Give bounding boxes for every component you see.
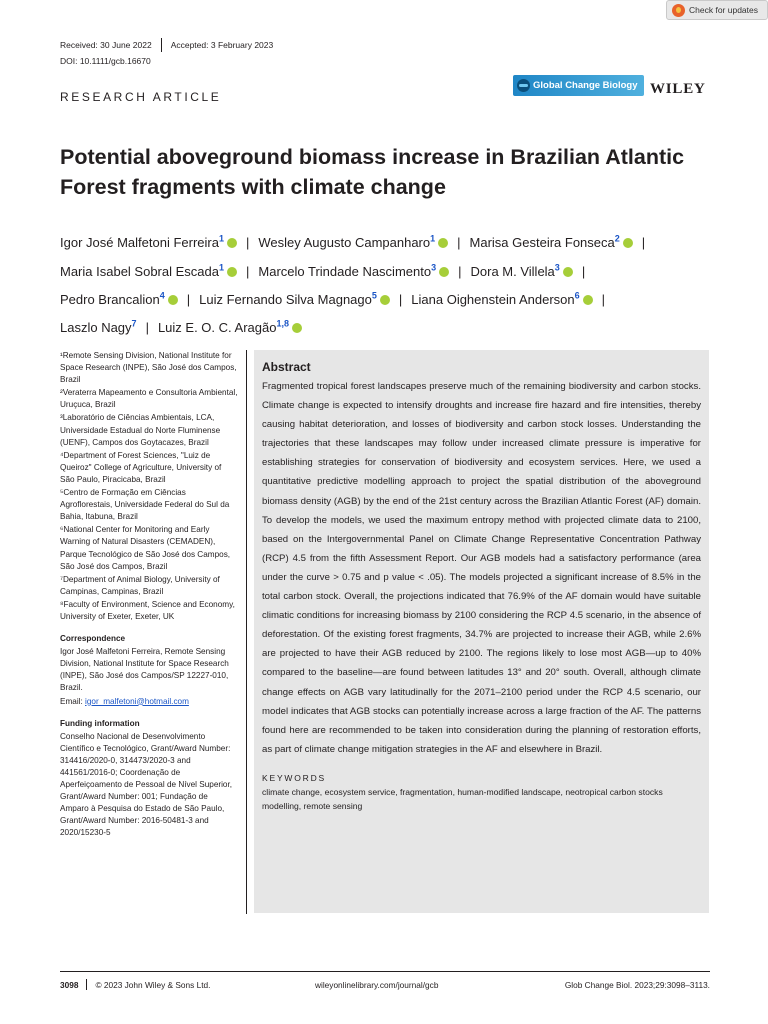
author[interactable]: Luiz Fernando Silva Magnago$^5$	[199, 292, 390, 307]
author[interactable]: Marisa Gesteira Fonseca$^2$	[470, 235, 633, 250]
abstract-heading: Abstract	[262, 360, 311, 374]
author[interactable]: Marcelo Trindade Nascimento$^3$	[258, 264, 449, 279]
journal-name: Global Change Biology	[533, 80, 638, 91]
journal-logo[interactable]	[513, 75, 644, 96]
affiliation: ⁶National Center for Monitoring and Early Warning of Natural Disasters (CEMADEN), Parque Tecnológico de São José dos Campos, São José dos Campos, Brazil	[60, 525, 231, 571]
author[interactable]: Pedro Brancalion$^4$	[60, 292, 178, 307]
author[interactable]: Igor José Malfetoni Ferreira$^1$	[60, 235, 237, 250]
author[interactable]: Dora M. Villela$^3$	[471, 264, 573, 279]
keywords-text: climate change, ecosystem service, fragmentation, human-modified landscape, neotropical carbon stocks modelling, remote sensing	[262, 786, 663, 811]
orcid-icon[interactable]	[583, 295, 593, 305]
article-title: Potential aboveground biomass increase in Brazilian Atlantic Forest fragments with climate change	[60, 145, 685, 199]
article-dates	[60, 38, 273, 52]
orcid-icon[interactable]	[168, 295, 178, 305]
divider	[86, 979, 87, 990]
crossmark-icon	[672, 4, 685, 17]
column-divider	[246, 350, 247, 914]
publisher-logo[interactable]: WILEY	[650, 81, 706, 97]
abstract-box	[254, 350, 709, 913]
section-label: RESEARCH ARTICLE	[60, 90, 222, 104]
page-footer	[60, 979, 710, 990]
citation: Glob Change Biol. 2023;29:3098–3113.	[564, 979, 710, 990]
funding-text: Conselho Nacional de Desenvolvimento Científico e Tecnológico, Grant/Award Number: 314416/2020-0, 314473/2020-3 and 441561/2016-0; Coordenação de Aperfeiçoamento de Pessoal de Nível Superior, Grant/Award Number: 001; Fundação de Amparo à Pesquisa do Estado de São Paulo, Grant/Award Number: 2016-50481-3 and 2020/15230-5	[60, 731, 233, 838]
orcid-icon[interactable]	[623, 238, 633, 248]
accepted-date: Accepted: 3 February 2023	[170, 40, 274, 50]
check-for-updates-badge[interactable]	[666, 0, 768, 20]
globe-icon	[517, 79, 530, 92]
funding-heading: Funding information	[60, 718, 140, 728]
orcid-icon[interactable]	[563, 267, 573, 277]
author[interactable]: Luiz E. O. C. Aragão$^{1,8}$	[158, 320, 302, 335]
correspondence-heading: Correspondence	[60, 634, 126, 644]
author[interactable]: Laszlo Nagy$^7$	[60, 318, 137, 336]
journal-url[interactable]: wileyonlinelibrary.com/journal/gcb	[315, 979, 439, 990]
footer-rule	[60, 971, 710, 972]
author[interactable]: Wesley Augusto Campanharo$^1$	[258, 235, 448, 250]
affiliation: ⁵Centro de Formação em Ciências Agroflorestais, Universidade Federal do Sul da Bahia, Itabuna, Brazil	[60, 488, 230, 522]
correspondence-email: Email: igor_malfetoni@hotmail.com	[60, 696, 189, 706]
affiliation: ²Veraterra Mapeamento e Consultoria Ambiental, Uruçuca, Brazil	[60, 388, 238, 410]
copyright: © 2023 John Wiley & Sons Ltd.	[95, 979, 211, 990]
orcid-icon[interactable]	[227, 267, 237, 277]
affiliation: ⁷Department of Animal Biology, University of Campinas, Campinas, Brazil	[60, 574, 220, 596]
keywords-heading: KEYWORDS	[262, 772, 326, 783]
abstract-text: Fragmented tropical forest landscapes preserve much of the remaining biodiversity and carbon stocks. Climate change is expected to intensify droughts and increase fire hazard and fire intensities, thereby causing habitat deterioration, and losses of biodiversity and carbon stock losses. Understanding the trajectories that these landscapes may follow under increased climate pressure is imperative for establishing strategies for conservation of biodiversity and ecosystem services. Here, we used a quantitative predictive modelling approach to project the spatial distribution of the aboveground biomass density (AGB) by the end of the 21st century across the Brazilian Atlantic Forest (AF) domain. To develop the models, we used the maximum entropy method with projected climate data to 2100, based on the Intergovernmental Panel on Climate Change Representative Concentration Pathway (RCP) 4.5 from the fifth Assessment Report. Our AGB models had a satisfactory performance (area under the curve > 0.75 and p value < .05). The models projected a significant increase of 8.5% in the total carbon stock. Overall, the projections indicated that 76.9% of the AF domain would have suitable climatic conditions for increasing biomass by 2100 considering the RCP 4.5 scenario, in the absence of deforestation. Of the existing forest fragments, 34.7% are projected to increase their AGB, while 2.6% are projected to have their AGB reduced by 2100. The regions likely to lose most AGB—up to 40% compared to the baseline—are found between latitudes 13° and 20° south. Overall, although climate change effects on AGB vary latitudinally for the 2071–2100 period under the RCP 4.5 scenario, our model indicates that AGB stocks can potentially increase across a large fraction of the AF. The patterns found here are recommended to be taken into consideration during the planning of restoration efforts, as part of climate change mitigation strategies in the AF and elsewhere in Brazil.	[262, 381, 701, 755]
affiliation: ¹Remote Sensing Division, National Institute for Space Research (INPE), São José dos Campos, Brazil	[60, 351, 237, 385]
email-link[interactable]: igor_malfetoni@hotmail.com	[85, 696, 189, 706]
affiliations-column	[60, 350, 238, 841]
orcid-icon[interactable]	[380, 295, 390, 305]
author-list: Igor José Malfetoni Ferreira$^1$ | Wesley Augusto Campanharo$^1$ | Marisa Gesteira Fonseca$^2$ | Maria Isabel Sobral Escada$^1$ | Marcelo Trindade Nascimento$^3$ | Dora M. Villela$^3$ | Pedro Brancalion$^4$ | Luiz Fernando Silva Magnago$^5$ | Liana Oighenstein Anderson$^6$ | Laszlo Nagy$^7$ | Luiz E. O. C. Aragão$^{1,8}$	[60, 234, 646, 336]
orcid-icon[interactable]	[292, 323, 302, 333]
divider	[161, 38, 162, 52]
orcid-icon[interactable]	[438, 238, 448, 248]
received-date: Received: 30 June 2022	[60, 40, 152, 50]
orcid-icon[interactable]	[227, 238, 237, 248]
author[interactable]: Liana Oighenstein Anderson$^6$	[411, 292, 592, 307]
page-number: 3098	[60, 979, 79, 990]
orcid-icon[interactable]	[439, 267, 449, 277]
affiliation: ³Laboratório de Ciências Ambientais, LCA, Universidade Estadual do Norte Fluminense (UENF), Campos dos Goytacazes, Brazil	[60, 413, 221, 447]
affiliation: ⁴Department of Forest Sciences, "Luiz de Queiroz" College of Agriculture, University of São Paulo, Piracicaba, Brazil	[60, 450, 222, 484]
check-for-updates-label: Check for updates	[689, 5, 758, 15]
affiliation: ⁸Faculty of Environment, Science and Economy, University of Exeter, Exeter, UK	[60, 599, 235, 621]
doi[interactable]: DOI: 10.1111/gcb.16670	[60, 56, 151, 66]
correspondence-text: Igor José Malfetoni Ferreira, Remote Sensing Division, National Institute for Space Research (INPE), São José dos Campos/SP 12227-010, Brazil.	[60, 647, 229, 693]
author[interactable]: Maria Isabel Sobral Escada$^1$	[60, 264, 237, 279]
